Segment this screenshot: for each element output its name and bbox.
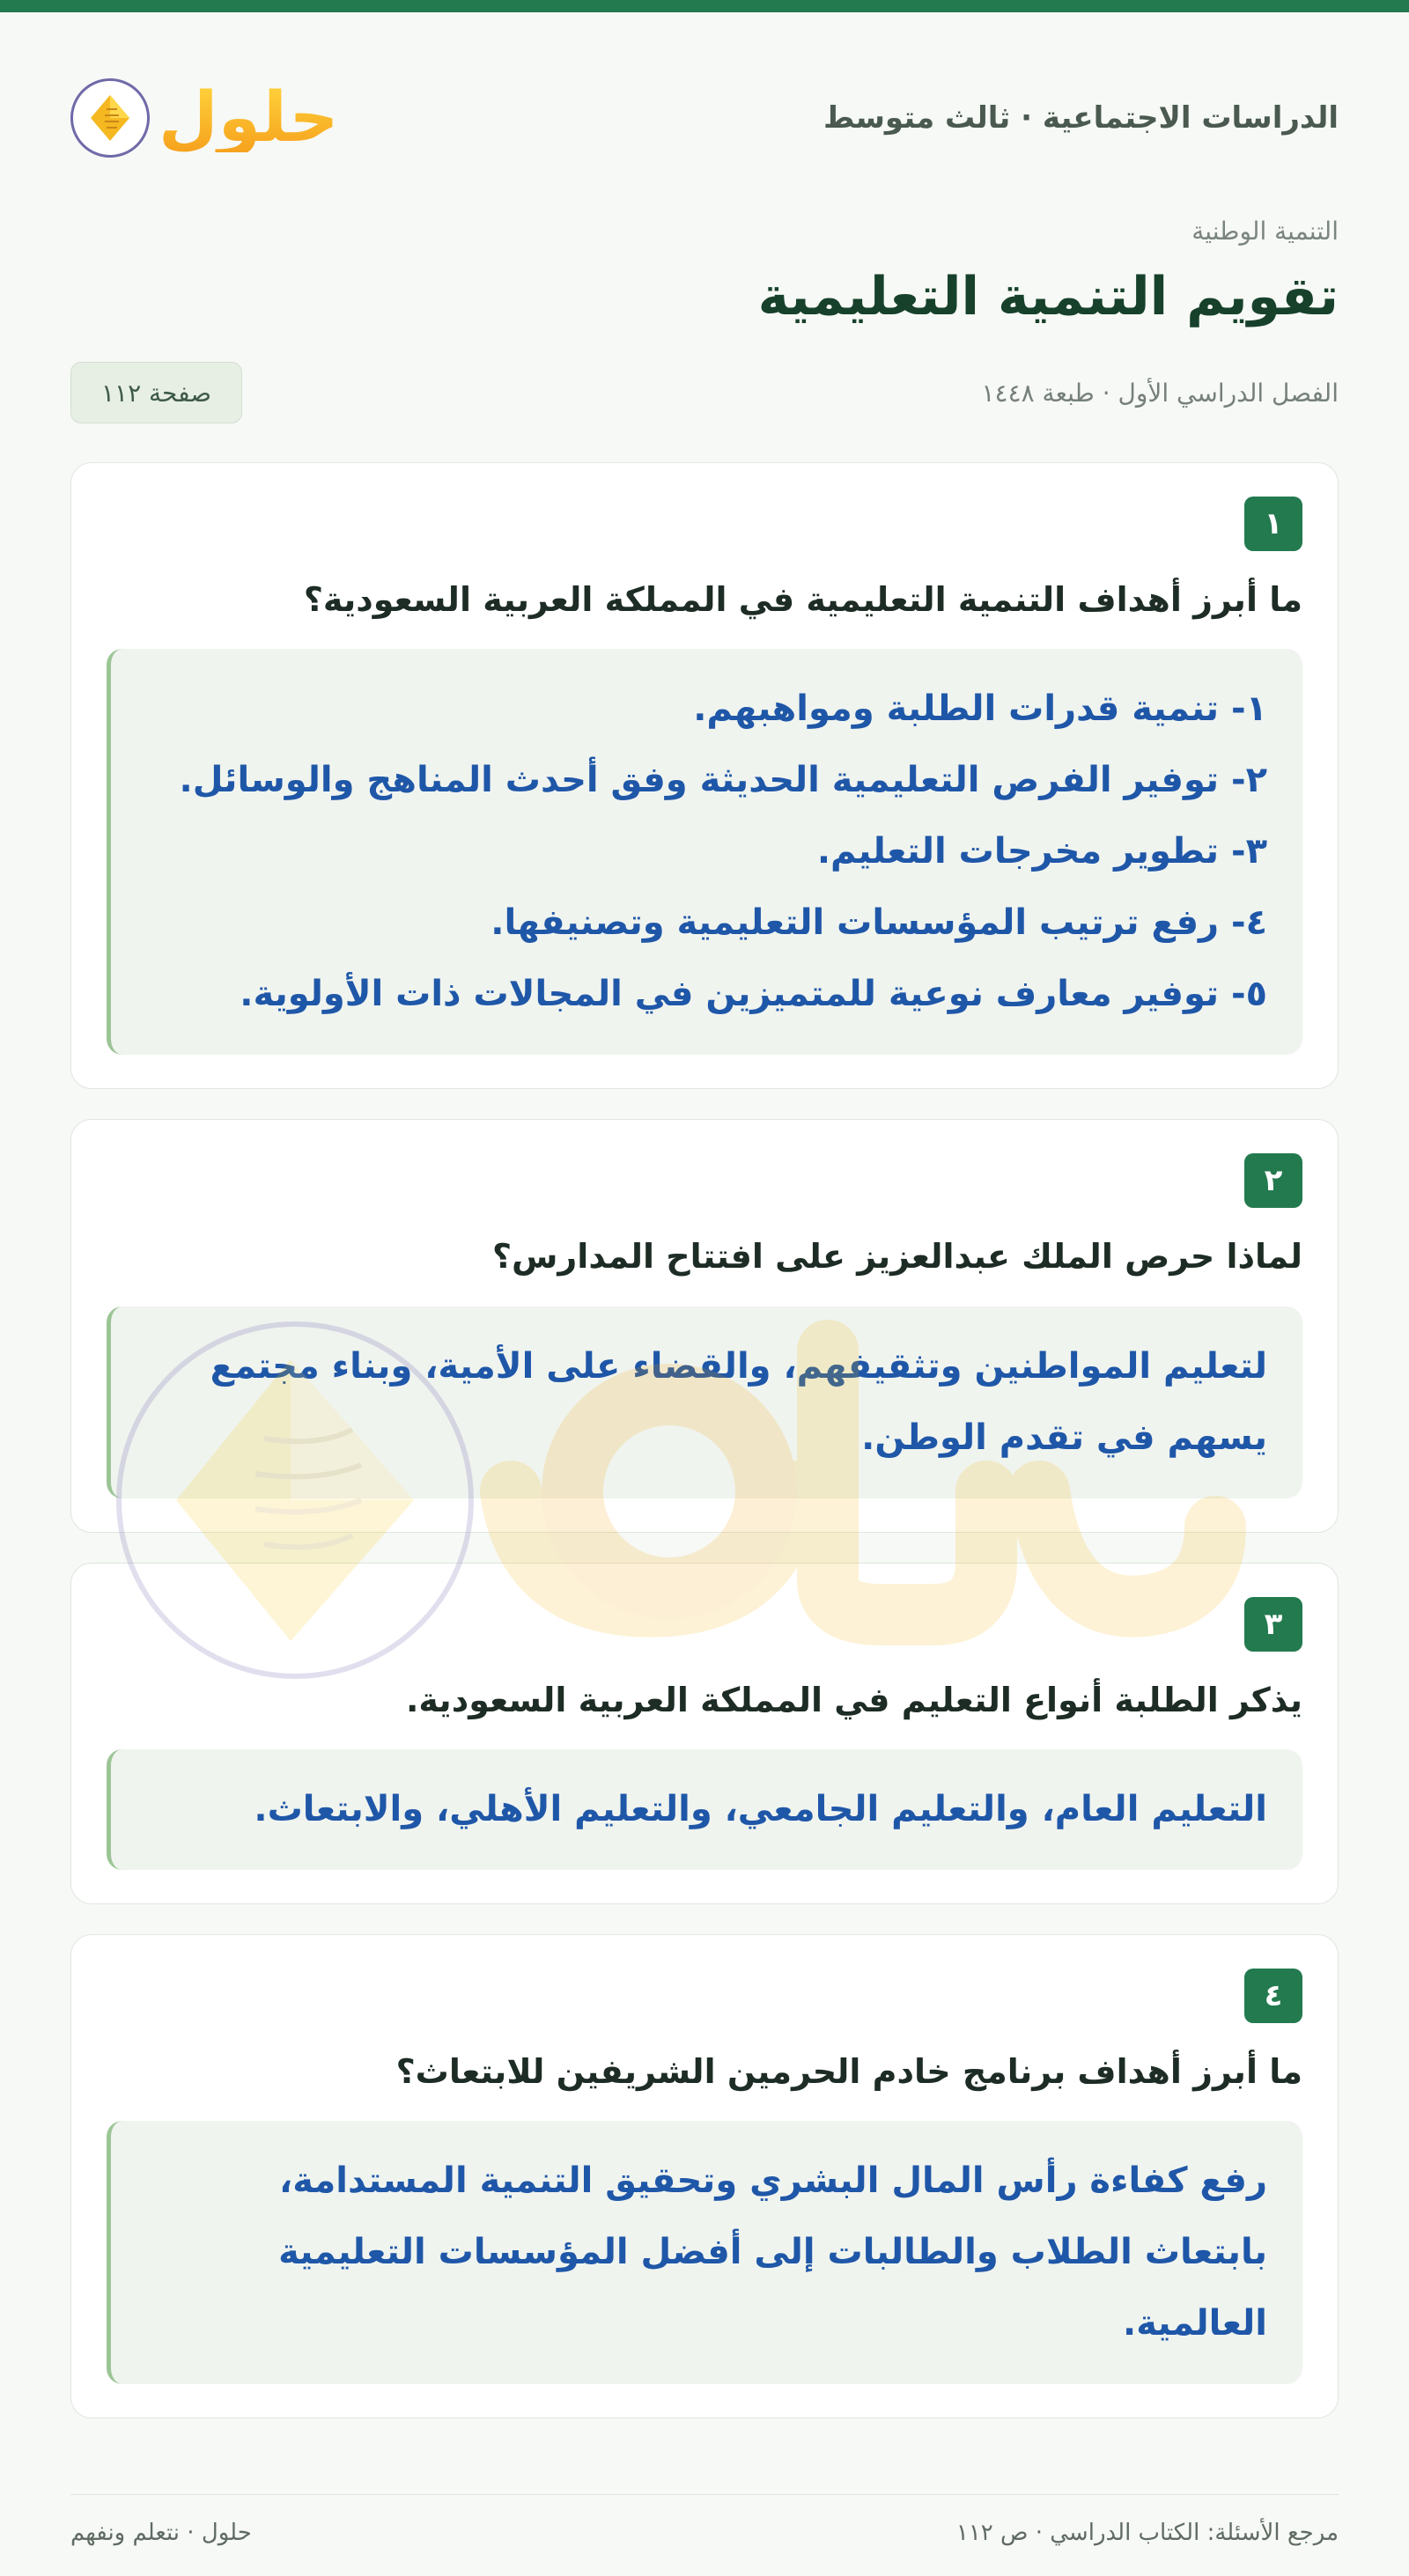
question-card	[70, 1563, 1339, 1904]
question-card	[70, 462, 1339, 1089]
answer-line: بابتعاث الطلاب والطالبات إلى أفضل المؤسسات التعليمية	[278, 2232, 1267, 2273]
question-number-badge: ٤	[1244, 1969, 1302, 2023]
question-text: ما أبرز أهداف برنامج خادم الحرمين الشريفين للابتعاث؟	[395, 2051, 1302, 2091]
semester-edition: الفصل الدراسي الأول · طبعة ١٤٤٨	[981, 378, 1339, 408]
question-text: لماذا حرص الملك عبدالعزيز على افتتاح المدارس؟	[491, 1237, 1302, 1277]
answer-line: لتعليم المواطنين وتثقيفهم، والقضاء على الأمية، وبناء مجتمع	[210, 1345, 1267, 1387]
page	[0, 12, 1409, 2576]
footer-reference: مرجع الأسئلة: الكتاب الدراسي · ص ١١٢	[955, 2520, 1339, 2546]
answer-line: رفع كفاءة رأس المال البشري وتحقيق التنمية المستدامة،	[279, 2160, 1267, 2202]
book-icon	[70, 78, 150, 158]
question-card	[70, 1934, 1339, 2418]
unit-label: التنمية الوطنية	[1191, 217, 1339, 246]
page-header	[70, 12, 1339, 208]
question-number-badge: ٣	[1244, 1597, 1302, 1652]
page-title: تقويم التنمية التعليمية	[757, 266, 1339, 328]
top-accent-bar	[0, 0, 1409, 12]
question-text: ما أبرز أهداف التنمية التعليمية في المملكة العربية السعودية؟	[303, 580, 1302, 619]
footer-brand: حلول · نتعلم ونفهم	[70, 2520, 252, 2546]
answer-line: ١- تنمية قدرات الطلبة ومواهبهم.	[693, 688, 1267, 730]
logo	[70, 78, 339, 158]
logo-text: حلول	[159, 78, 339, 158]
answer-box	[107, 1306, 1302, 1498]
answer-box	[107, 2121, 1302, 2384]
answer-line: ٤- رفع ترتيب المؤسسات التعليمية وتصنيفها.	[491, 902, 1267, 944]
question-text: يذكر الطلبة أنواع التعليم في المملكة العربية السعودية.	[405, 1680, 1302, 1719]
answer-line: العالمية.	[1123, 2303, 1267, 2344]
answer-line: ٣- تطوير مخرجات التعليم.	[816, 831, 1267, 872]
question-number-badge: ٢	[1244, 1153, 1302, 1208]
page-footer	[70, 2494, 1339, 2546]
answer-box	[107, 649, 1302, 1055]
answer-line: يسهم في تقدم الوطن.	[861, 1417, 1267, 1458]
answer-line: ٥- توفير معارف نوعية للمتميزين في المجالات ذات الأولوية.	[240, 974, 1267, 1015]
page-number-badge: صفحة ١١٢	[70, 362, 242, 423]
answer-line: ٢- توفير الفرص التعليمية الحديثة وفق أحدث المناهج والوسائل.	[179, 760, 1267, 801]
meta-row	[70, 362, 1339, 423]
subject-title: الدراسات الاجتماعية · ثالث متوسط	[823, 100, 1339, 136]
answer-box	[107, 1749, 1302, 1870]
question-card	[70, 1119, 1339, 1532]
question-number-badge: ١	[1244, 497, 1302, 551]
answer-line: التعليم العام، والتعليم الجامعي، والتعليم الأهلي، والابتعاث.	[254, 1788, 1267, 1829]
